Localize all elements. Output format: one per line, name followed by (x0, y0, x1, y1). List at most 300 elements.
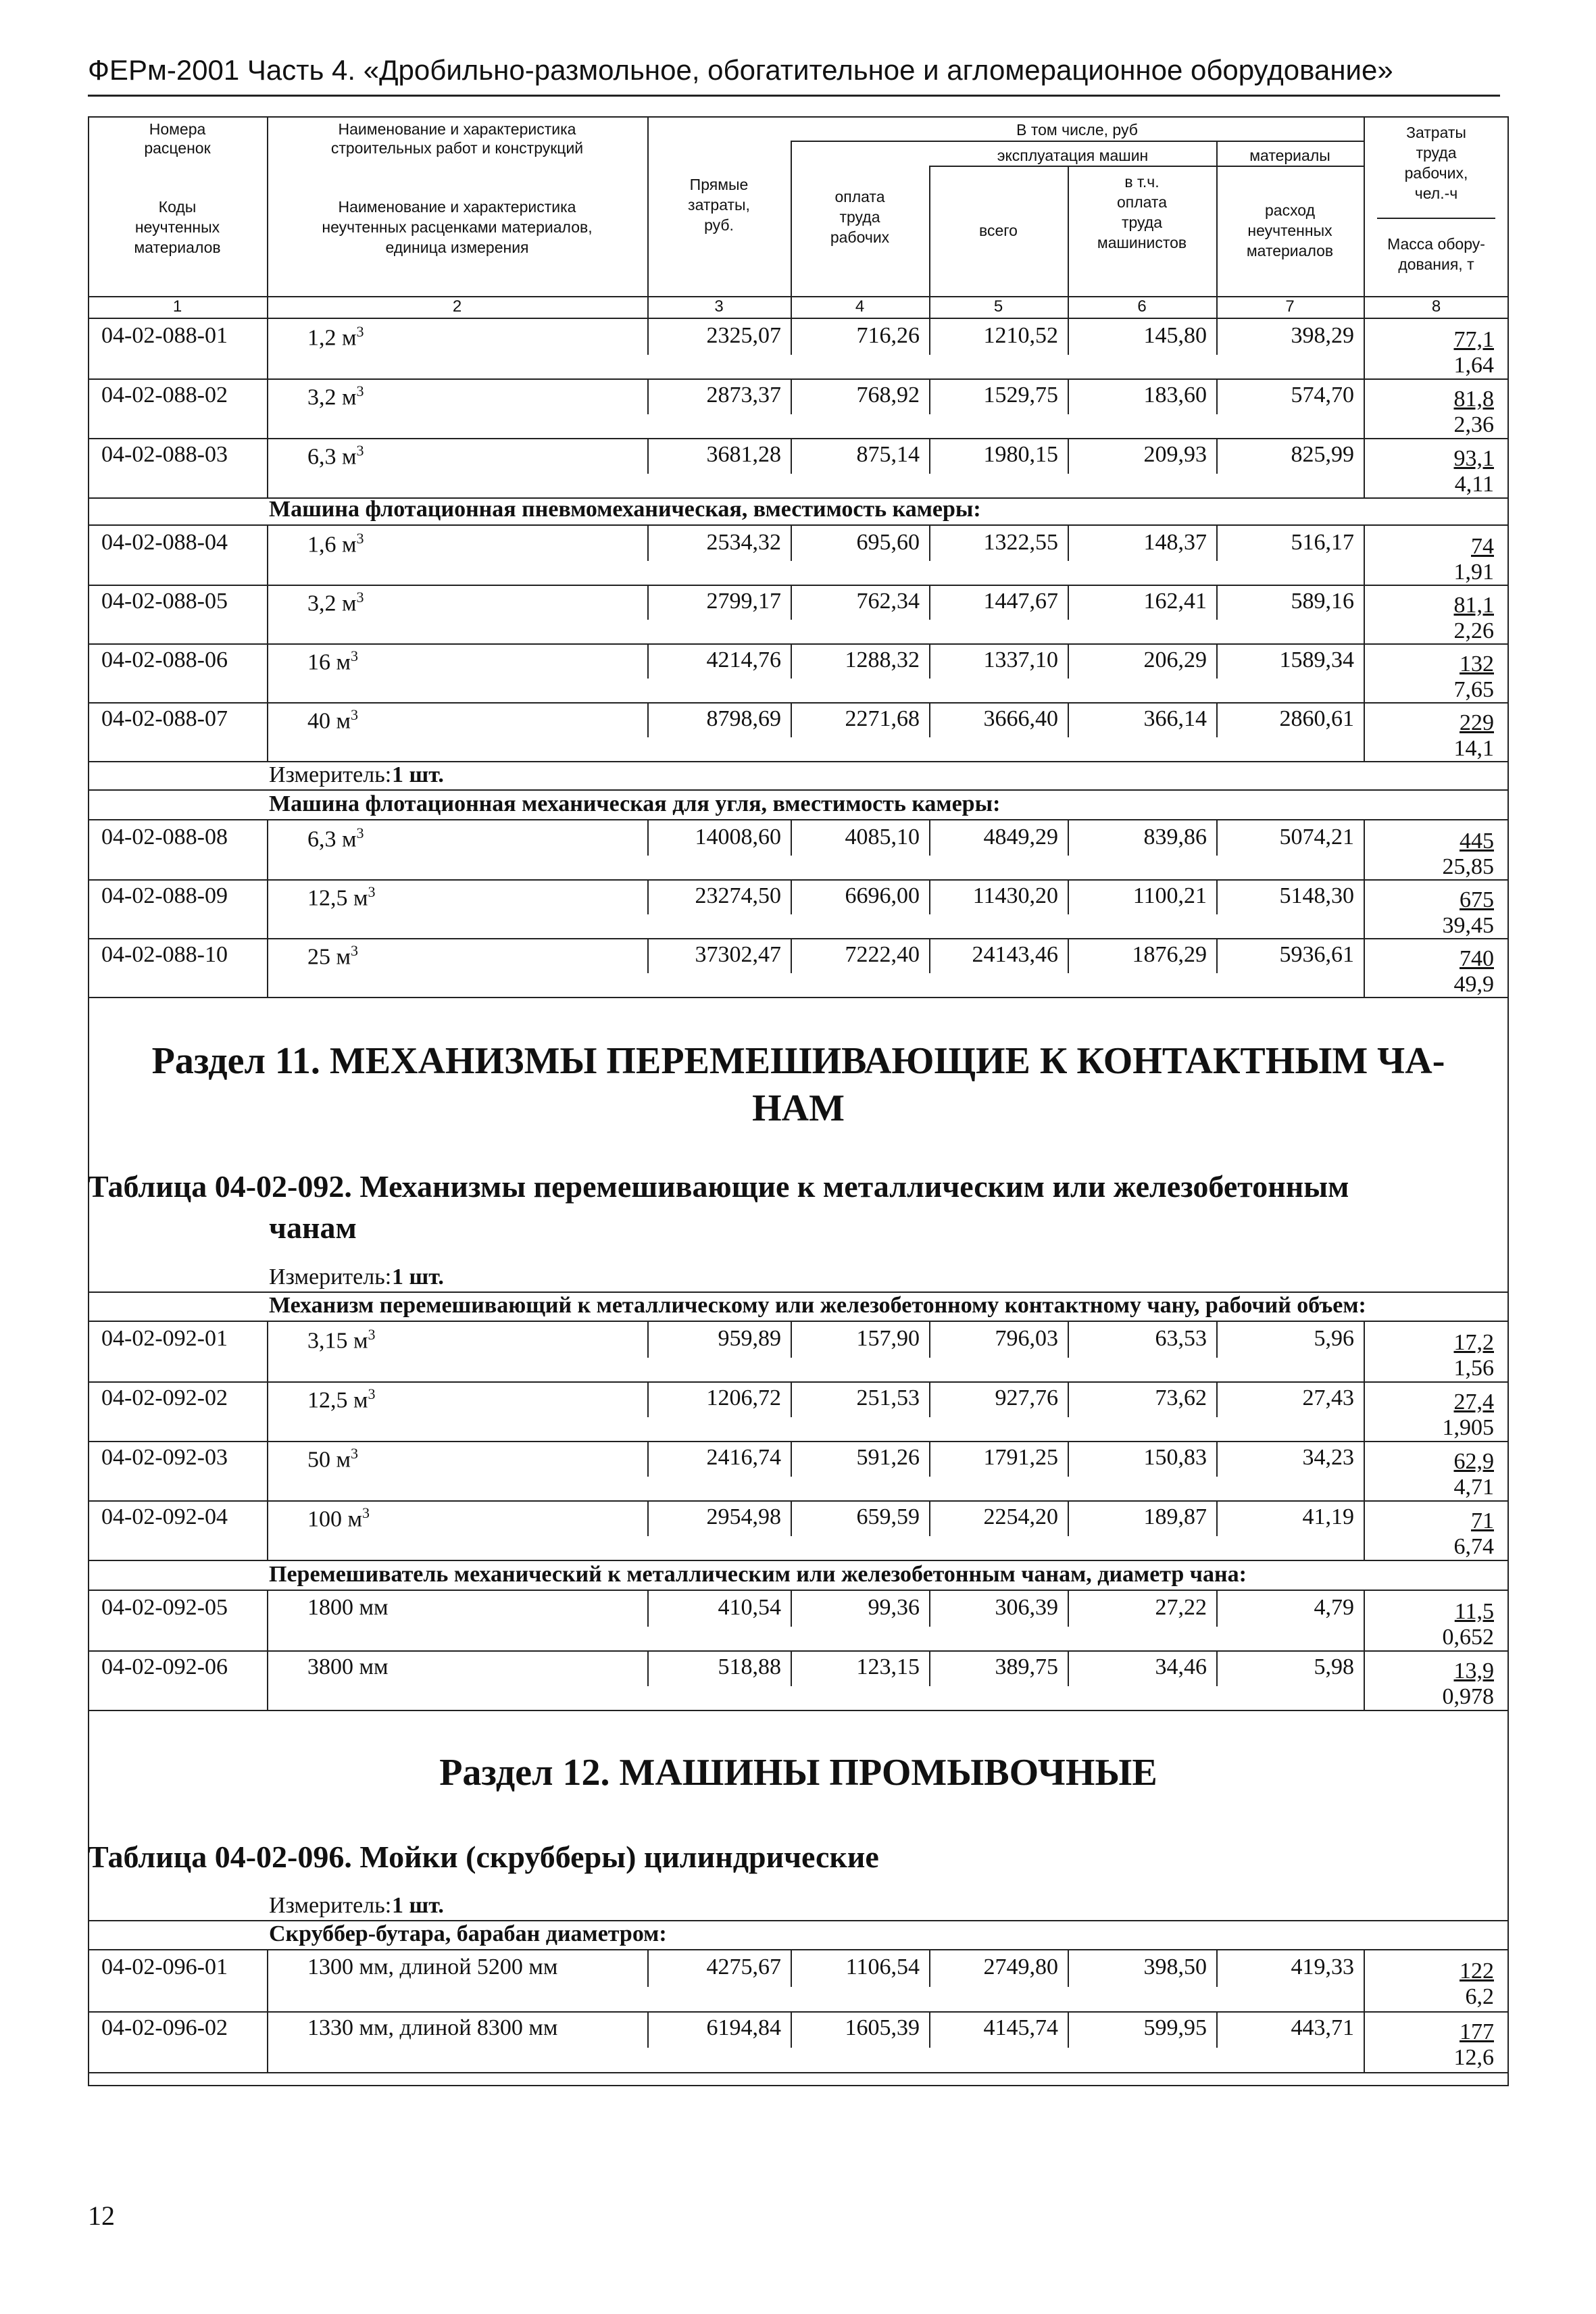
column-rule (647, 879, 649, 914)
column-rule (1068, 1591, 1069, 1627)
row-088b-equipment-mass: 1,91 (1453, 560, 1494, 585)
row-088a-materials-cost: 825,99 (1291, 442, 1354, 467)
row-096-equipment-mass: 12,6 (1453, 2045, 1494, 2070)
row-088b-operator-wages: 162,41 (1143, 589, 1207, 614)
column-rule (1216, 2011, 1218, 2048)
row-092a-code: 04-02-092-01 (101, 1326, 228, 1351)
row-088a-worker-wages: 875,14 (856, 442, 920, 467)
row-092a-operator-wages: 63,53 (1155, 1326, 1207, 1351)
row-092a-machines-total: 796,03 (995, 1326, 1058, 1351)
row-088c-worker-wages: 4085,10 (845, 824, 920, 850)
row-088b-labor-hours: 229 (1460, 710, 1494, 735)
subtitle-agitator-volume: Механизм перемешивающий к металлическому или железобетонному контактному чану, рабочий объем: (269, 1293, 1366, 1318)
header-material-name: Наименование и характеристика (338, 198, 576, 216)
column-rule (267, 319, 268, 378)
column-rule (1216, 1322, 1218, 1358)
column-rule (267, 1650, 268, 1710)
header-rate-number: Номера (149, 120, 206, 138)
column-rule (1364, 585, 1365, 643)
column-rule (1216, 643, 1218, 679)
column-rule (1068, 938, 1069, 973)
column-rule (1364, 1500, 1365, 1560)
row-092a-name: 100 $м^3$ (307, 1504, 370, 1532)
unit-exponent: 3 (351, 647, 359, 664)
row-rule (88, 438, 1509, 439)
row-088c-machines-total: 24143,46 (972, 942, 1058, 967)
header-machines-total: всего (979, 222, 1018, 239)
column-rule (1364, 526, 1365, 585)
column-rule (1068, 702, 1069, 737)
row-092a-labor-hours: 62,9 (1453, 1449, 1494, 1474)
row-088b-direct-costs: 8798,69 (706, 706, 781, 731)
row-088c-operator-wages: 1100,21 (1132, 883, 1207, 908)
row-rule (88, 1650, 1509, 1652)
row-088b-code: 04-02-088-05 (101, 589, 228, 614)
row-092a-worker-wages: 157,90 (856, 1326, 920, 1351)
row-092a-worker-wages: 591,26 (856, 1445, 920, 1470)
column-rule (647, 1441, 649, 1477)
row-088a-operator-wages: 183,60 (1143, 383, 1207, 408)
row-088a-name: 6,3 $м^3$ (307, 442, 364, 470)
column-rule (1068, 1650, 1069, 1686)
row-rule (88, 1381, 1509, 1383)
column-rule (1364, 1650, 1365, 1710)
row-088a-machines-total: 1529,75 (983, 383, 1058, 408)
row-rule (88, 1441, 1509, 1442)
column-rule (1216, 938, 1218, 973)
column-rule (267, 116, 268, 318)
row-rule (88, 296, 1509, 297)
column-rule (1068, 820, 1069, 856)
column-rule (1216, 702, 1218, 737)
row-096-direct-costs: 4275,67 (706, 1954, 781, 1979)
column-rule (647, 820, 649, 856)
row-rule (88, 1949, 1509, 1950)
row-096-equipment-mass: 6,2 (1465, 1984, 1494, 2009)
column-rule (647, 438, 649, 474)
column-rule (267, 585, 268, 643)
row-092b-materials-cost: 4,79 (1314, 1595, 1354, 1620)
row-092b-machines-total: 389,75 (995, 1654, 1058, 1679)
column-rule (929, 1381, 930, 1417)
column-rule (929, 1950, 930, 1987)
row-088b-code: 04-02-088-06 (101, 647, 228, 672)
row-092a-name: 3,15 $м^3$ (307, 1326, 376, 1354)
header-material-codes: Коды (158, 198, 197, 216)
row-092b-materials-cost: 5,98 (1314, 1654, 1354, 1679)
row-088a-machines-total: 1210,52 (983, 323, 1058, 348)
header-group-including: В том числе, руб (1016, 121, 1138, 139)
row-088b-worker-wages: 2271,68 (845, 706, 920, 731)
row-096-operator-wages: 599,95 (1143, 2015, 1207, 2040)
column-rule (647, 702, 649, 737)
row-092b-machines-total: 306,39 (995, 1595, 1058, 1620)
section-12-title: Раздел 12. МАШИНЫ ПРОМЫВОЧНЫЕ (439, 1752, 1157, 1794)
column-rule (1216, 879, 1218, 914)
header-direct-costs: руб. (704, 216, 734, 234)
row-088b-machines-total: 1447,67 (983, 589, 1058, 614)
column-rule (1068, 879, 1069, 914)
header-work-name: строительных работ и конструкций (330, 139, 584, 157)
column-number: 3 (714, 297, 724, 316)
column-rule (1216, 378, 1218, 414)
measure-value: 1 шт. (392, 762, 444, 787)
row-088a-worker-wages: 716,26 (856, 323, 920, 348)
row-092a-code: 04-02-092-04 (101, 1504, 228, 1529)
column-rule (1364, 938, 1365, 997)
column-rule (791, 585, 792, 620)
header-labor-costs: труда (1416, 144, 1457, 162)
column-rule (647, 643, 649, 679)
column-rule (791, 1950, 792, 1987)
column-rule (929, 643, 930, 679)
row-088b-direct-costs: 2799,17 (706, 589, 781, 614)
row-088a-direct-costs: 2873,37 (706, 383, 781, 408)
column-rule (791, 879, 792, 914)
row-092a-name: 50 $м^3$ (307, 1445, 359, 1473)
header-worker-wages: труда (839, 208, 880, 226)
column-rule (1364, 1381, 1365, 1441)
row-088b-machines-total: 1322,55 (983, 530, 1058, 555)
row-092a-labor-hours: 17,2 (1453, 1330, 1494, 1355)
column-rule (791, 378, 792, 414)
row-rule (1377, 218, 1495, 219)
column-rule (791, 938, 792, 973)
column-rule (267, 1381, 268, 1441)
unit-exponent: 3 (362, 1504, 370, 1521)
column-rule (791, 643, 792, 679)
row-088c-equipment-mass: 39,45 (1442, 913, 1494, 938)
row-rule (88, 2072, 1509, 2073)
column-rule (791, 526, 792, 561)
row-088c-labor-hours: 445 (1460, 829, 1494, 854)
subtitle-mixer-diameter: Перемешиватель механический к металлическим или железобетонным чанам, диаметр чана: (269, 1562, 1247, 1587)
column-rule (1068, 1500, 1069, 1536)
row-096-worker-wages: 1106,54 (845, 1954, 920, 1979)
column-rule (647, 1650, 649, 1686)
row-088b-name: 3,2 $м^3$ (307, 589, 364, 616)
column-number: 5 (993, 297, 1003, 316)
header-rate-number: расценок (144, 139, 211, 157)
column-rule (267, 438, 268, 497)
section-11-title: Раздел 11. МЕХАНИЗМЫ ПЕРЕМЕШИВАЮЩИЕ К КОНТАКТНЫМ ЧА- НАМ (151, 1040, 1445, 1129)
column-rule (1364, 1950, 1365, 2011)
row-rule (88, 879, 1509, 881)
header-material-codes: неучтенных (134, 218, 220, 236)
row-088c-direct-costs: 14008,60 (695, 824, 781, 850)
column-rule (1364, 378, 1365, 438)
column-rule (791, 1322, 792, 1358)
column-rule (267, 1322, 268, 1381)
row-088c-equipment-mass: 49,9 (1453, 972, 1494, 997)
row-088b-worker-wages: 1288,32 (845, 647, 920, 672)
row-088c-name: 25 $м^3$ (307, 942, 359, 970)
row-088a-name: 3,2 $м^3$ (307, 383, 364, 410)
row-088b-materials-cost: 516,17 (1291, 530, 1354, 555)
column-rule (267, 1441, 268, 1500)
row-088a-direct-costs: 2325,07 (706, 323, 781, 348)
row-092a-name: 12,5 $м^3$ (307, 1385, 376, 1413)
row-088b-equipment-mass: 14,1 (1453, 736, 1494, 761)
row-096-direct-costs: 6194,84 (706, 2015, 781, 2040)
column-rule (1068, 438, 1069, 474)
row-rule (88, 1560, 1509, 1561)
column-rule (1068, 166, 1069, 318)
header-material-name: единица измерения (385, 239, 529, 256)
row-088c-labor-hours: 675 (1460, 887, 1494, 912)
column-rule (791, 2011, 792, 2048)
row-088a-direct-costs: 3681,28 (706, 442, 781, 467)
measure-label: Измеритель: (269, 1893, 392, 1918)
column-number: 4 (855, 297, 865, 316)
row-rule (88, 585, 1509, 586)
subtitle-coal-mechanical: Машина флотационная механическая для угля, вместимость камеры: (269, 791, 1001, 816)
column-number: 2 (452, 297, 462, 316)
row-rule (88, 1500, 1509, 1502)
column-rule (1364, 879, 1365, 938)
row-092a-operator-wages: 189,87 (1143, 1504, 1207, 1529)
column-rule (1364, 820, 1365, 879)
row-088b-labor-hours: 81,1 (1453, 593, 1494, 618)
row-088b-materials-cost: 1589,34 (1279, 647, 1354, 672)
header-unaccounted-materials: неучтенных (1247, 222, 1332, 239)
row-096-machines-total: 2749,80 (983, 1954, 1058, 1979)
unit-exponent: 3 (368, 1326, 376, 1343)
row-092a-direct-costs: 2954,98 (706, 1504, 781, 1529)
column-rule (791, 141, 792, 318)
row-092a-materials-cost: 34,23 (1302, 1445, 1354, 1470)
row-rule (88, 702, 1509, 704)
row-088c-operator-wages: 839,86 (1143, 824, 1207, 850)
row-rule (88, 1710, 1509, 1711)
column-rule (1068, 1381, 1069, 1417)
row-096-code: 04-02-096-01 (101, 1954, 228, 1979)
row-rule (88, 318, 1509, 319)
column-rule (929, 1441, 930, 1477)
row-092b-operator-wages: 34,46 (1155, 1654, 1207, 1679)
row-096-labor-hours: 122 (1460, 1959, 1494, 1984)
row-092b-direct-costs: 410,54 (718, 1595, 781, 1620)
row-088a-materials-cost: 398,29 (1291, 323, 1354, 348)
column-rule (267, 2011, 268, 2072)
column-rule (929, 702, 930, 737)
page-number: 12 (88, 2200, 115, 2231)
row-088a-labor-hours: 81,8 (1453, 387, 1494, 412)
row-088c-machines-total: 11430,20 (972, 883, 1058, 908)
column-rule (647, 2011, 649, 2048)
row-096-name: 1300 мм, длиной 5200 мм (307, 1954, 558, 1979)
column-rule (1068, 1950, 1069, 1987)
column-rule (1364, 643, 1365, 702)
unit-exponent: 3 (351, 942, 359, 959)
unit-exponent: 3 (356, 530, 364, 547)
column-rule (791, 820, 792, 856)
column-rule (1216, 438, 1218, 474)
row-088c-labor-hours: 740 (1460, 946, 1494, 971)
column-rule (647, 585, 649, 620)
column-rule (267, 938, 268, 997)
unit-exponent: 3 (351, 706, 359, 723)
row-092a-code: 04-02-092-03 (101, 1445, 228, 1470)
column-rule (1216, 526, 1218, 561)
row-088b-code: 04-02-088-04 (101, 530, 228, 555)
row-092a-direct-costs: 2416,74 (706, 1445, 781, 1470)
row-088c-direct-costs: 23274,50 (695, 883, 781, 908)
row-088c-code: 04-02-088-09 (101, 883, 228, 908)
row-096-materials-cost: 419,33 (1291, 1954, 1354, 1979)
row-088b-labor-hours: 74 (1471, 534, 1494, 559)
column-rule (1364, 438, 1365, 497)
row-092a-labor-hours: 71 (1471, 1508, 1494, 1533)
row-092a-worker-wages: 251,53 (856, 1385, 920, 1410)
column-rule (791, 1441, 792, 1477)
row-092a-materials-cost: 5,96 (1314, 1326, 1354, 1351)
column-rule (929, 2011, 930, 2048)
unit-exponent: 3 (356, 383, 364, 399)
column-rule (929, 1650, 930, 1686)
header-unaccounted-materials: материалов (1246, 242, 1334, 260)
row-096-labor-hours: 177 (1460, 2019, 1494, 2044)
column-rule (1216, 319, 1218, 355)
row-092b-worker-wages: 99,36 (868, 1595, 920, 1620)
column-rule (267, 1950, 268, 2011)
header-materials: материалы (1249, 147, 1330, 164)
row-rule (88, 789, 1509, 791)
row-rule (88, 997, 1509, 998)
row-096-code: 04-02-096-02 (101, 2015, 228, 2040)
row-rule (88, 2011, 1509, 2013)
row-092a-equipment-mass: 4,71 (1453, 1475, 1494, 1500)
column-rule (929, 1591, 930, 1627)
row-092a-machines-total: 1791,25 (983, 1445, 1058, 1470)
row-088c-materials-cost: 5148,30 (1279, 883, 1354, 908)
unit-exponent: 3 (356, 824, 364, 841)
column-rule (929, 585, 930, 620)
column-rule (1216, 1591, 1218, 1627)
row-088a-machines-total: 1980,15 (983, 442, 1058, 467)
row-rule (88, 1590, 1509, 1591)
row-088a-equipment-mass: 4,11 (1454, 472, 1494, 497)
row-088a-operator-wages: 209,93 (1143, 442, 1207, 467)
column-rule (1068, 643, 1069, 679)
column-rule (791, 319, 792, 355)
column-rule (647, 526, 649, 561)
column-rule (929, 319, 930, 355)
header-equipment-mass: Масса обору- (1387, 235, 1485, 253)
unit-exponent: 3 (356, 589, 364, 606)
row-088a-worker-wages: 768,92 (856, 383, 920, 408)
row-088c-direct-costs: 37302,47 (695, 942, 781, 967)
row-088b-name: 16 $м^3$ (307, 647, 359, 675)
column-rule (1216, 585, 1218, 620)
row-092b-code: 04-02-092-05 (101, 1595, 228, 1620)
column-rule (1364, 319, 1365, 378)
row-088b-labor-hours: 132 (1460, 651, 1494, 676)
row-rule (88, 378, 1509, 380)
row-088b-operator-wages: 366,14 (1143, 706, 1207, 731)
row-rule (88, 524, 1509, 526)
column-rule (267, 526, 268, 585)
column-rule (1068, 319, 1069, 355)
row-088b-operator-wages: 206,29 (1143, 647, 1207, 672)
unit-exponent: 3 (356, 442, 364, 459)
column-rule (1364, 1441, 1365, 1500)
column-rule (1068, 378, 1069, 414)
row-092b-name: 1800 мм (307, 1595, 389, 1620)
row-096-name: 1330 мм, длиной 8300 мм (307, 2015, 558, 2040)
column-rule (267, 643, 268, 702)
header-worker-wages: рабочих (830, 228, 890, 246)
row-088c-worker-wages: 6696,00 (845, 883, 920, 908)
row-088c-worker-wages: 7222,40 (845, 942, 920, 967)
column-rule (929, 820, 930, 856)
column-rule (791, 438, 792, 474)
column-rule (647, 1591, 649, 1627)
row-088a-materials-cost: 574,70 (1291, 383, 1354, 408)
row-rule (88, 1321, 1509, 1322)
row-088b-machines-total: 3666,40 (983, 706, 1058, 731)
row-088c-materials-cost: 5936,61 (1279, 942, 1354, 967)
row-092a-materials-cost: 27,43 (1302, 1385, 1354, 1410)
row-088b-materials-cost: 589,16 (1291, 589, 1354, 614)
row-088b-worker-wages: 762,34 (856, 589, 920, 614)
row-092b-direct-costs: 518,88 (718, 1654, 781, 1679)
measure-value: 1 шт. (392, 1893, 444, 1918)
row-088b-name: 1,6 $м^3$ (307, 530, 364, 558)
header-operator-wages: труда (1121, 214, 1162, 231)
row-096-materials-cost: 443,71 (1291, 2015, 1354, 2040)
column-rule (929, 1322, 930, 1358)
row-096-worker-wages: 1605,39 (845, 2015, 920, 2040)
column-number: 8 (1431, 297, 1441, 316)
header-direct-costs: Прямые (689, 176, 749, 193)
table-096-title: Таблица 04-02-096. Мойки (скрубберы) цилиндрические (88, 1840, 879, 1874)
column-rule (791, 702, 792, 737)
measure-value: 1 шт. (392, 1264, 444, 1289)
row-092b-name: 3800 мм (307, 1654, 389, 1679)
unit-exponent: 3 (368, 1385, 376, 1402)
column-rule (647, 378, 649, 414)
column-rule (1364, 1322, 1365, 1381)
header-unaccounted-materials: расход (1264, 201, 1316, 219)
row-092a-labor-hours: 27,4 (1453, 1389, 1494, 1414)
column-rule (1216, 1381, 1218, 1417)
subtitle-pneumomechanical: Машина флотационная пневмомеханическая, вместимость камеры: (269, 497, 981, 522)
row-092a-equipment-mass: 6,74 (1453, 1534, 1494, 1559)
row-088a-labor-hours: 93,1 (1453, 446, 1494, 471)
header-labor-costs: рабочих, (1404, 164, 1468, 182)
column-rule (267, 879, 268, 938)
row-088a-equipment-mass: 2,36 (1453, 412, 1494, 437)
row-088a-name: 1,2 $м^3$ (307, 323, 364, 351)
row-rule (88, 819, 1509, 820)
table-092-title-line1: Таблица 04-02-092. Механизмы перемешивающие к металлическим или железобетонным (88, 1169, 1349, 1204)
column-rule (1216, 1441, 1218, 1477)
column-rule (1216, 1950, 1218, 1987)
row-092b-labor-hours: 13,9 (1453, 1658, 1494, 1683)
column-rule (647, 319, 649, 355)
column-rule (791, 1500, 792, 1536)
unit-exponent: 3 (356, 323, 364, 340)
row-088c-machines-total: 4849,29 (983, 824, 1058, 850)
row-088b-operator-wages: 148,37 (1143, 530, 1207, 555)
column-rule (647, 1381, 649, 1417)
measure-label: Измеритель: (269, 762, 392, 787)
column-rule (1216, 1500, 1218, 1536)
row-092a-machines-total: 927,76 (995, 1385, 1058, 1410)
row-092a-equipment-mass: 1,905 (1442, 1415, 1494, 1440)
column-rule (1068, 585, 1069, 620)
